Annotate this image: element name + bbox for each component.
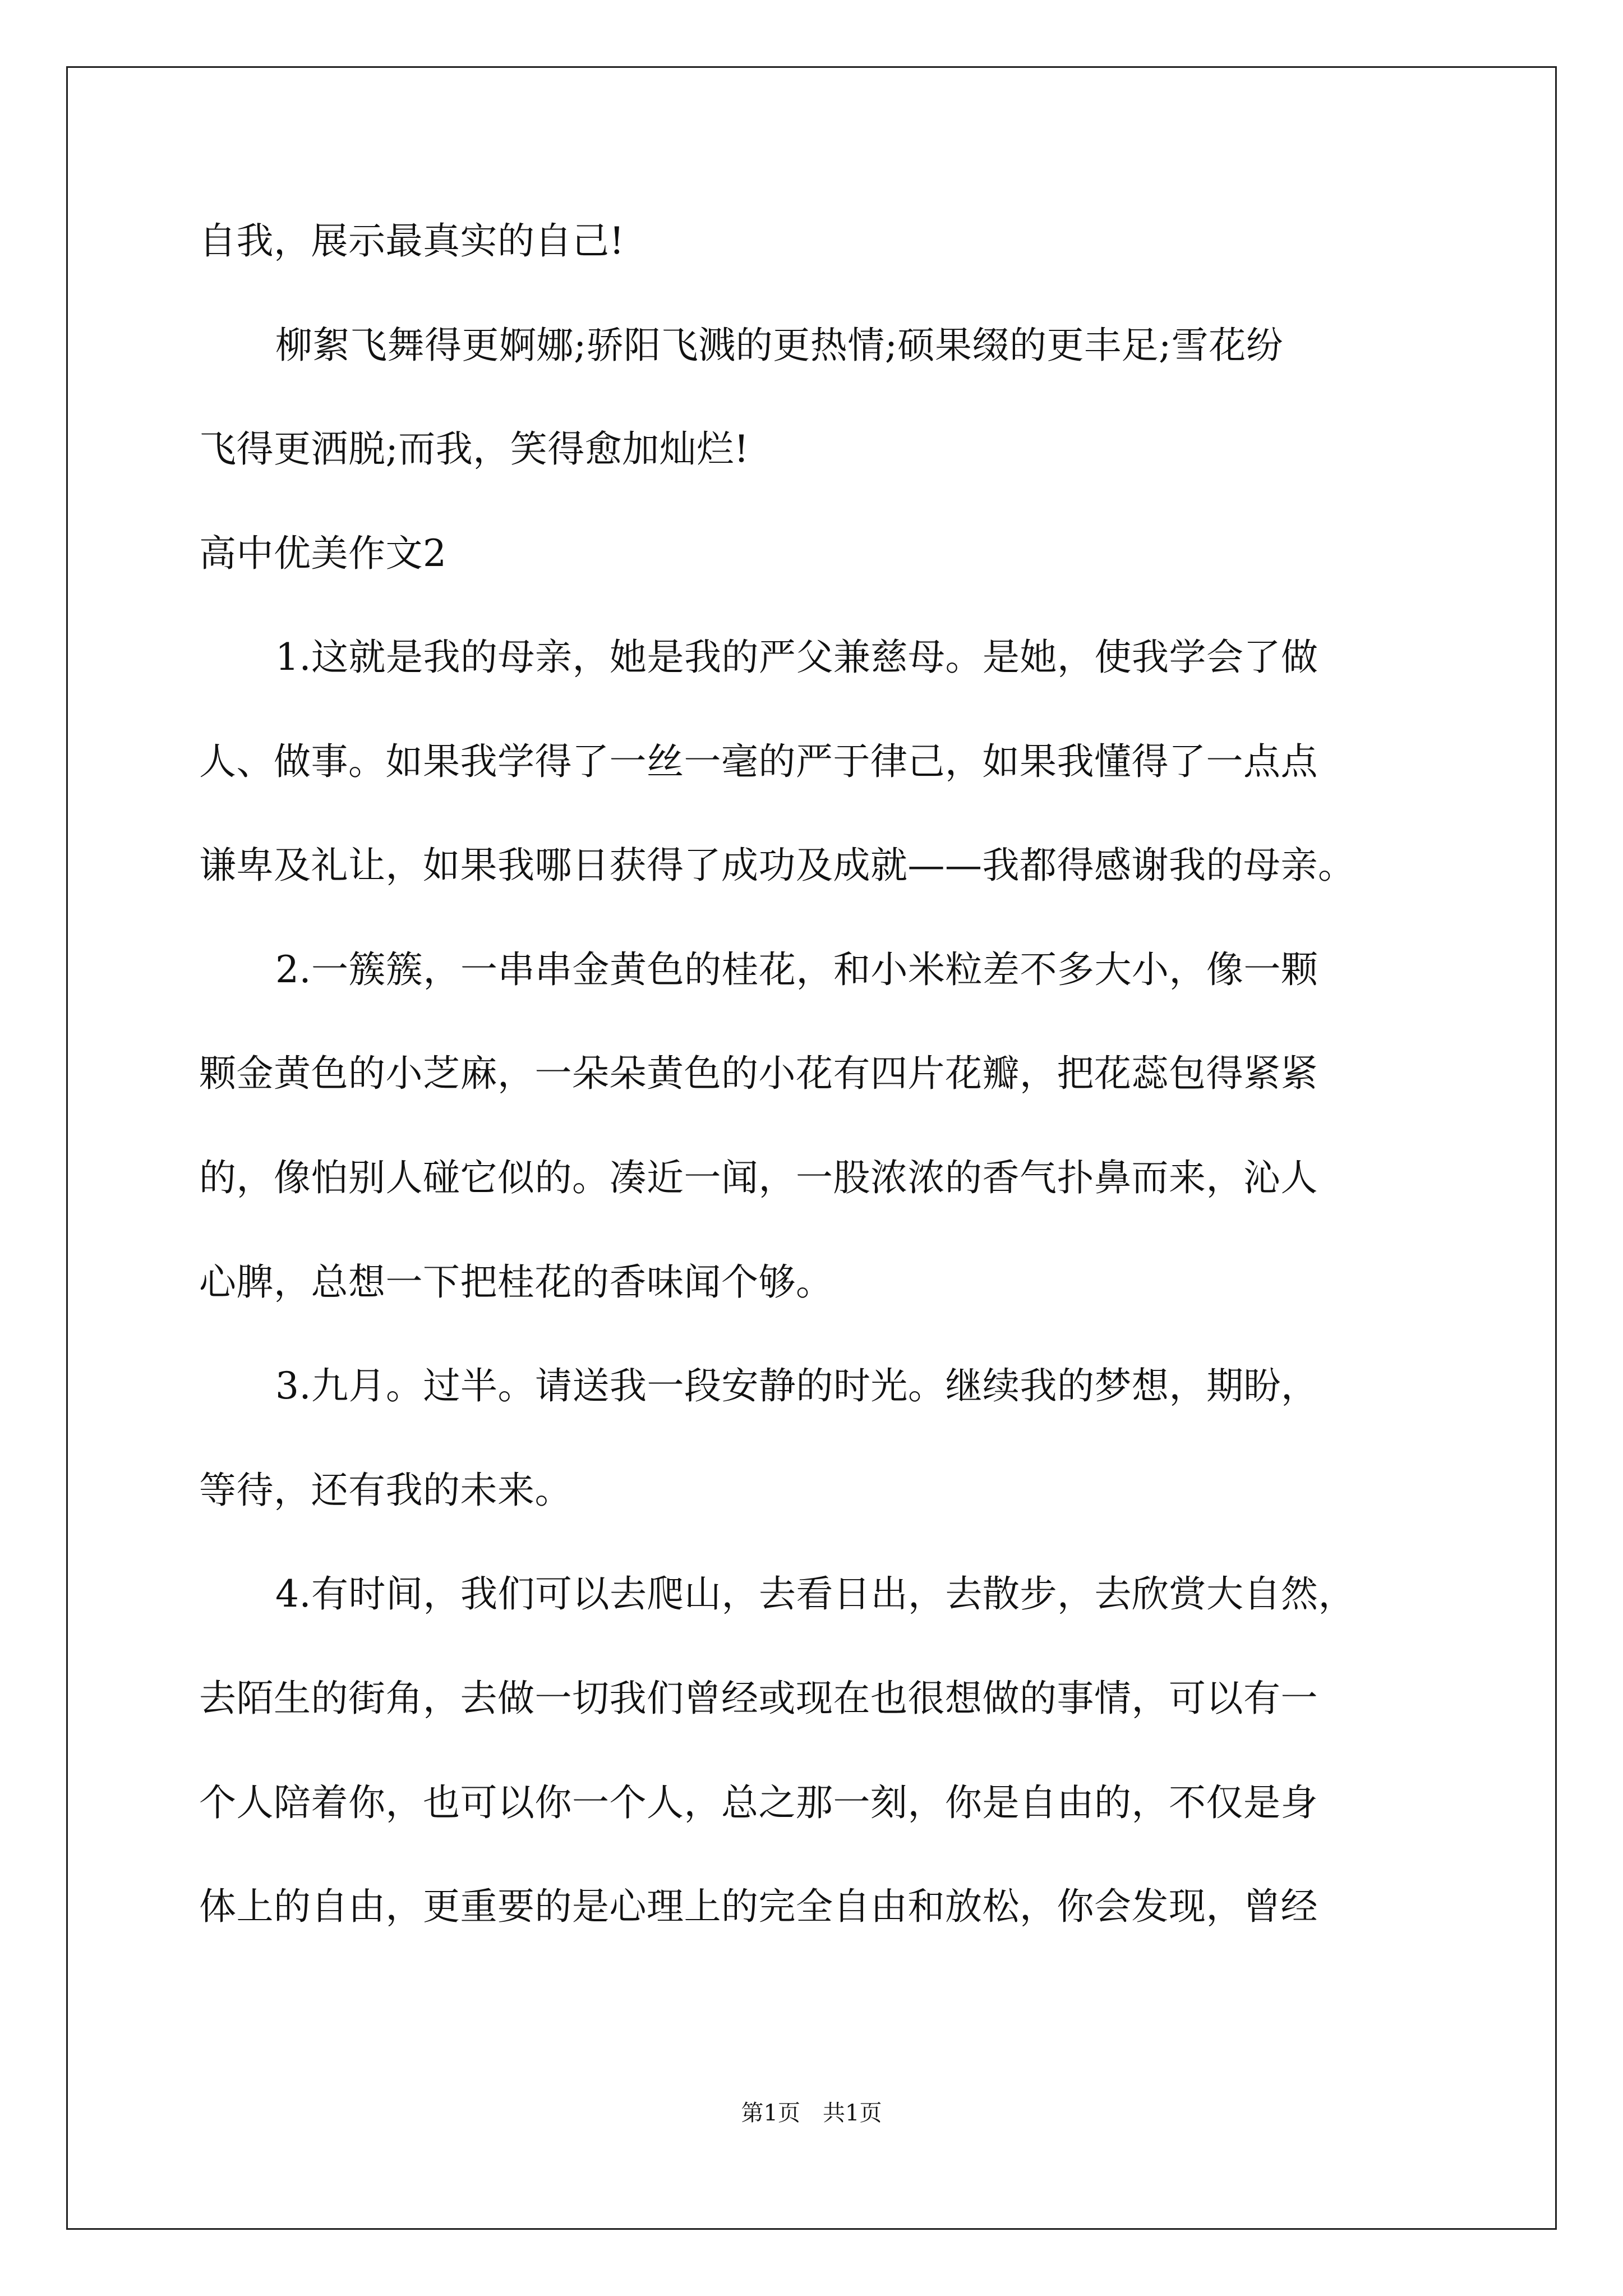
text-line: 飞得更洒脱;而我，笑得愈加灿烂! (199, 427, 749, 471)
text-line: 去陌生的街角，去做一切我们曾经或现在也很想做的事情，可以有一 (199, 1677, 1318, 1720)
text-line: 1.这就是我的母亲，她是我的严父兼慈母。是她，使我学会了做 (275, 636, 1318, 679)
section-heading: 高中优美作文2 (199, 532, 447, 575)
text-line: 等待，还有我的未来。 (199, 1469, 572, 1512)
page-footer: 第1页 共1页 (741, 2100, 882, 2126)
text-line: 的，像怕别人碰它似的。凑近一闻，一股浓浓的香气扑鼻而来，沁人 (199, 1156, 1318, 1199)
text-line: 体上的自由，更重要的是心理上的完全自由和放松，你会发现，曾经 (199, 1885, 1318, 1928)
text-line: 个人陪着你，也可以你一个人，总之那一刻，你是自由的，不仅是身 (199, 1781, 1318, 1824)
text-line: 心脾，总想一下把桂花的香味闻个够。 (199, 1260, 833, 1304)
text-line: 自我，展示最真实的自己! (199, 219, 625, 263)
text-line: 谦卑及礼让，如果我哪日获得了成功及成就——我都得感谢我的母亲。 (199, 844, 1355, 887)
text-line: 柳絮飞舞得更婀娜;骄阳飞溅的更热情;硕果缀的更丰足;雪花纷 (275, 324, 1284, 367)
text-line: 2.一簇簇，一串串金黄色的桂花，和小米粒差不多大小，像一颗 (275, 948, 1318, 991)
text-line: 颗金黄色的小芝麻，一朵朵黄色的小花有四片花瓣，把花蕊包得紧紧 (199, 1052, 1318, 1095)
text-line: 4.有时间，我们可以去爬山，去看日出，去散步，去欣赏大自然， (275, 1572, 1355, 1616)
text-line: 3.九月。过半。请送我一段安静的时光。继续我的梦想，期盼， (275, 1364, 1318, 1407)
text-line: 人、做事。如果我学得了一丝一毫的严于律己，如果我懂得了一点点 (199, 740, 1318, 783)
